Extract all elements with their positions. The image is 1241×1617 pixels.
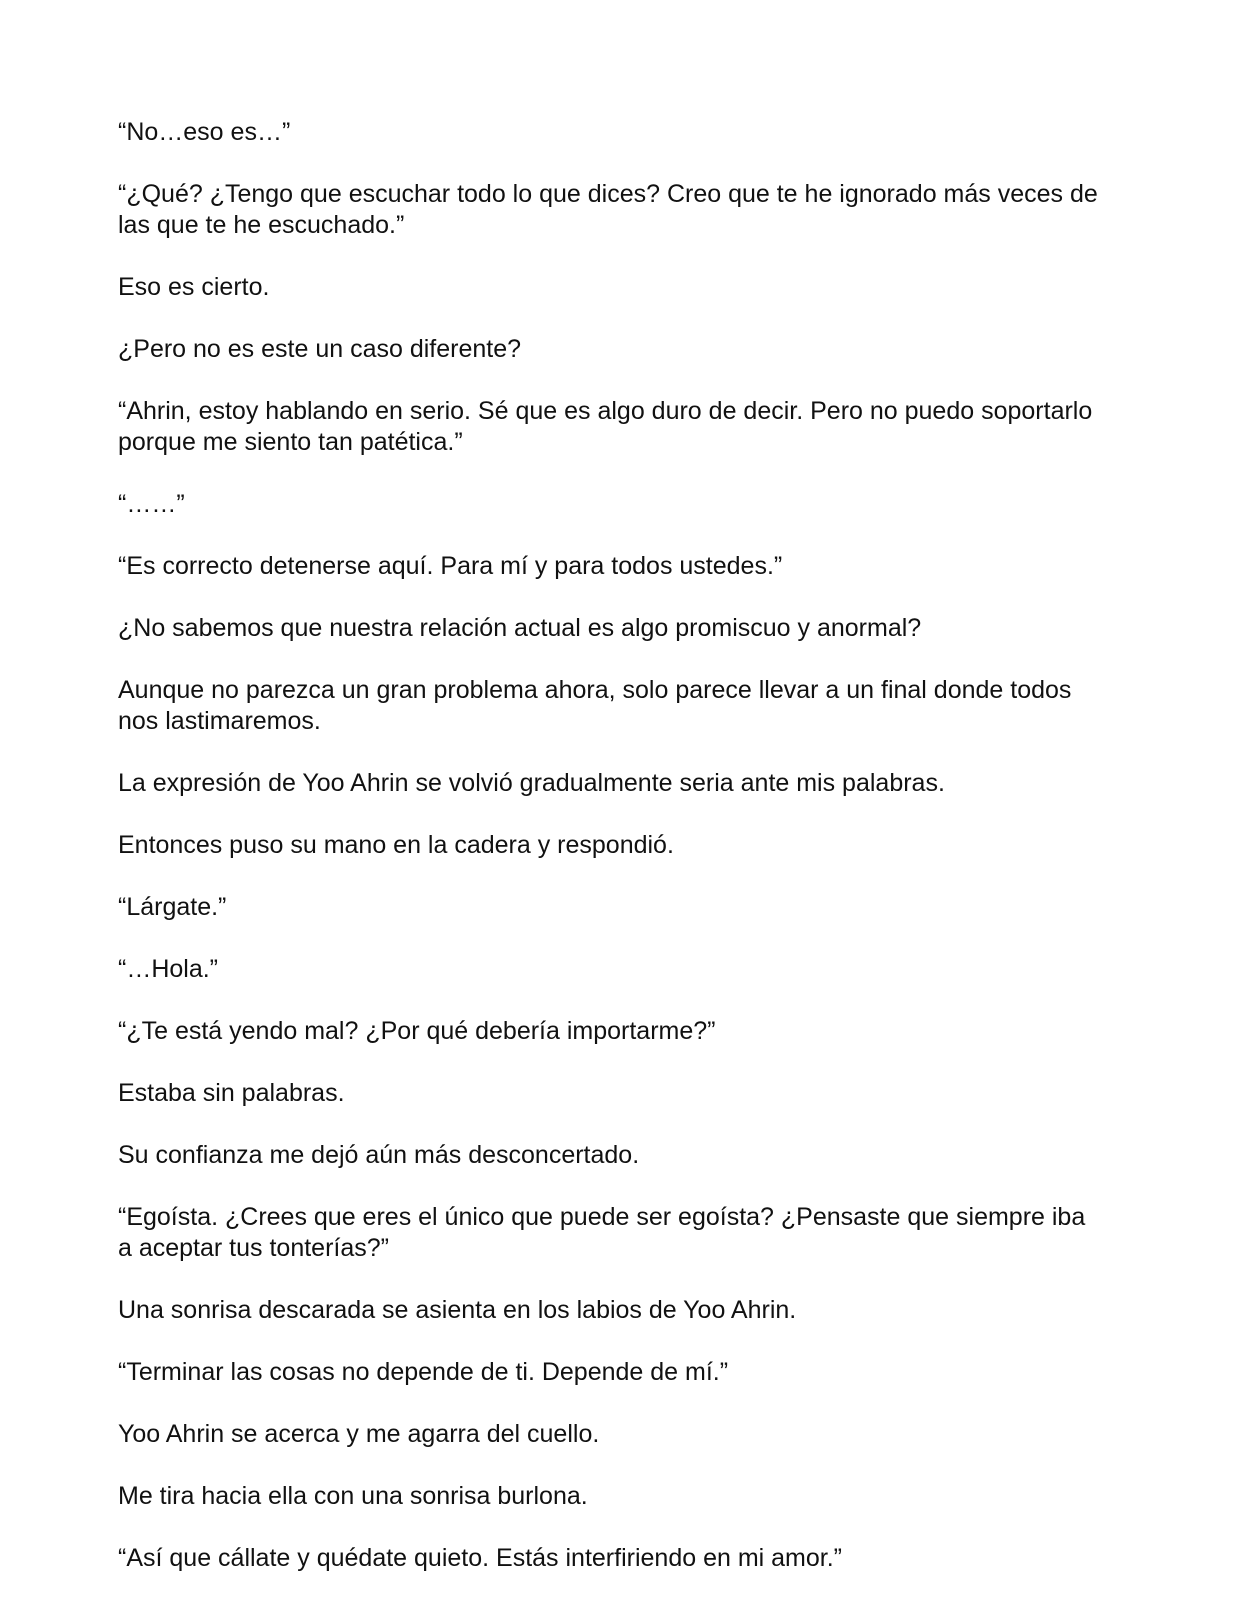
paragraph-7: “Es correcto detenerse aquí. Para mí y para todos ustedes.”	[118, 552, 783, 580]
paragraph-4: ¿Pero no es este un caso diferente?	[118, 335, 522, 363]
paragraph-2: “¿Qué? ¿Tengo que escuchar todo lo que dices? Creo que te he ignorado más veces de las que te he escuchado.”	[118, 180, 1098, 239]
paragraph-14: “¿Te está yendo mal? ¿Por qué debería importarme?”	[118, 1017, 716, 1045]
document-body	[118, 117, 1098, 1605]
paragraph-8: ¿No sabemos que nuestra relación actual es algo promiscuo y anormal?	[118, 614, 922, 642]
paragraph-9: Aunque no parezca un gran problema ahora, solo parece llevar a un final donde todos nos lastimaremos.	[118, 676, 1072, 735]
paragraph-22: “Así que cállate y quédate quieto. Estás interfiriendo en mi amor.”	[118, 1544, 842, 1572]
paragraph-10: La expresión de Yoo Ahrin se volvió gradualmente seria ante mis palabras.	[118, 769, 945, 797]
paragraph-20: Yoo Ahrin se acerca y me agarra del cuello.	[118, 1420, 600, 1448]
paragraph-21: Me tira hacia ella con una sonrisa burlona.	[118, 1482, 588, 1510]
paragraph-12: “Lárgate.”	[118, 893, 227, 921]
paragraph-1: “No…eso es…”	[118, 118, 291, 146]
paragraph-3: Eso es cierto.	[118, 273, 270, 301]
paragraph-6: “……”	[118, 490, 185, 518]
paragraph-17: “Egoísta. ¿Crees que eres el único que puede ser egoísta? ¿Pensaste que siempre iba a aceptar tus tonterías?”	[118, 1203, 1086, 1262]
paragraph-19: “Terminar las cosas no depende de ti. Depende de mí.”	[118, 1358, 729, 1386]
paragraph-5: “Ahrin, estoy hablando en serio. Sé que es algo duro de decir. Pero no puedo soportarlo porque me siento tan patética.”	[118, 397, 1093, 456]
paragraph-13: “…Hola.”	[118, 955, 219, 983]
paragraph-18: Una sonrisa descarada se asienta en los labios de Yoo Ahrin.	[118, 1296, 797, 1324]
paragraph-16: Su confianza me dejó aún más desconcertado.	[118, 1141, 640, 1169]
paragraph-15: Estaba sin palabras.	[118, 1079, 345, 1107]
paragraph-11: Entonces puso su mano en la cadera y respondió.	[118, 831, 674, 859]
